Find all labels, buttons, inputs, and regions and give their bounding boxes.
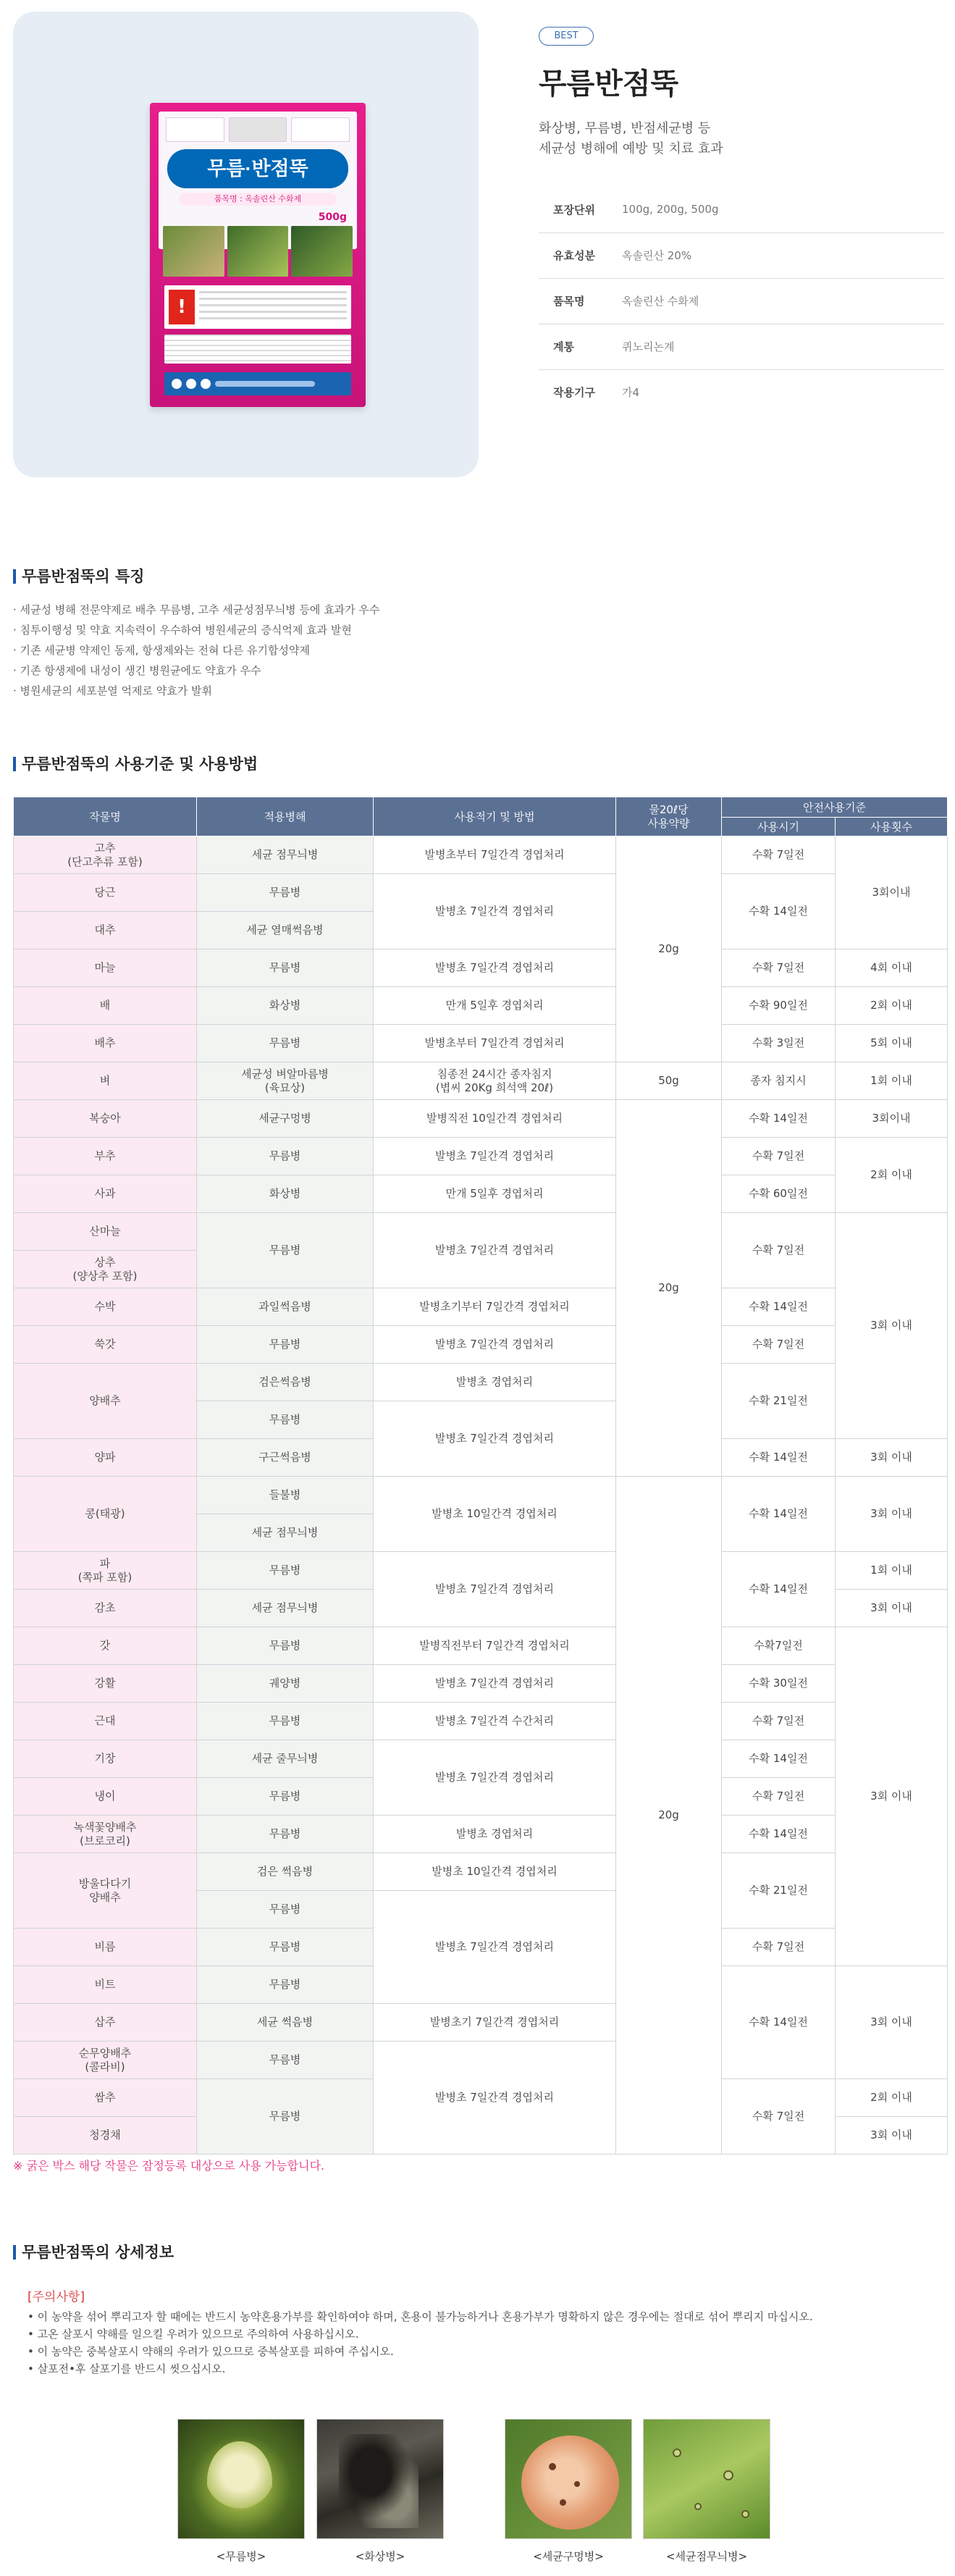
method-cell: 발병초 7일간격 경엽처리 [374, 1552, 616, 1627]
usage-row [14, 1326, 948, 1364]
header-timing: 사용시기 [722, 818, 836, 836]
disease-cell: 무름병 [197, 949, 374, 987]
disease-cell: 세균 열매썩음병 [197, 912, 374, 949]
timing-cell: 수확 14일전 [722, 1552, 836, 1627]
usage-row [14, 1853, 948, 1891]
spec-value: 옥솔린산 수화제 [622, 295, 699, 308]
disease-cell: 무름병 [197, 1891, 374, 1929]
crop-cell: 강활 [14, 1665, 197, 1703]
disease-cell: 세균성 벼알마름병 (육묘상) [197, 1062, 374, 1100]
best-badge: BEST [539, 27, 594, 46]
count-cell: 2회 이내 [836, 987, 948, 1025]
spec-key: 작용기구 [553, 386, 595, 400]
spec-value: 옥솔린산 20% [622, 249, 692, 262]
fire-blight-photo-icon [316, 2419, 444, 2539]
count-cell: 2회 이내 [836, 1138, 948, 1213]
product-title: 무름반점뚝 [539, 67, 679, 101]
usage-heading: 무름반점뚝의 사용기준 및 사용방법 [13, 755, 258, 773]
warning-icon: ! [169, 290, 195, 324]
gallery-caption: <세균점무늬병> [665, 2550, 748, 2563]
crop-cell: 방울다다기 양배추 [14, 1853, 197, 1929]
method-cell: 발병초 7일간격 경엽처리 [374, 1326, 616, 1364]
amount-cell: 50g [616, 1062, 722, 1100]
disease-cell: 무름병 [197, 1552, 374, 1590]
usage-table [13, 797, 948, 2155]
disease-cell: 들불병 [197, 1477, 374, 1514]
amount-cell: 20g [616, 1100, 722, 1477]
method-cell: 만개 5일후 경엽처리 [374, 987, 616, 1025]
crop-cell: 복숭아 [14, 1100, 197, 1138]
crop-cell: 산마늘 [14, 1213, 197, 1251]
count-cell: 3회 이내 [836, 1590, 948, 1627]
timing-cell: 수확 7일전 [722, 1778, 836, 1816]
count-cell: 3회 이내 [836, 1439, 948, 1477]
spec-row [539, 232, 944, 278]
crop-cell: 근대 [14, 1703, 197, 1740]
caution-item: • 고온 살포시 약해를 일으킬 우려가 있으므로 주의하여 사용하십시오. [28, 2328, 359, 2341]
disease-cell: 세균 점무늬병 [197, 1514, 374, 1552]
disease-cell: 세균 줄무늬병 [197, 1740, 374, 1778]
header-amount: 물20ℓ당 사용약량 [616, 797, 722, 836]
timing-cell: 수확 7일전 [722, 1213, 836, 1288]
disease-cell: 무름병 [197, 1326, 374, 1364]
usage-row [14, 1477, 948, 1514]
timing-cell: 수확 7일전 [722, 1703, 836, 1740]
usage-row [14, 874, 948, 912]
timing-cell: 수확 90일전 [722, 987, 836, 1025]
disease-cell: 세균 점무늬병 [197, 836, 374, 874]
gallery-item [177, 2419, 305, 2564]
feature-item: · 기존 항생제에 내성이 생긴 병원균에도 약효가 우수 [13, 664, 261, 677]
method-cell: 발병초부터 7일간격 경엽처리 [374, 836, 616, 874]
timing-cell: 수확 7일전 [722, 1138, 836, 1175]
gallery-item [643, 2419, 770, 2564]
usage-row [14, 1627, 948, 1665]
usage-row [14, 1288, 948, 1326]
usage-row [14, 1175, 948, 1213]
bacterial-spot-photo-icon [643, 2419, 770, 2539]
crop-cell: 쑥갓 [14, 1326, 197, 1364]
timing-cell: 수확 14일전 [722, 1816, 836, 1853]
header-crop: 작물명 [14, 797, 197, 836]
disease-cell: 무름병 [197, 1703, 374, 1740]
spec-row [539, 369, 944, 415]
timing-cell: 수확 7일전 [722, 2079, 836, 2155]
crop-cell: 갓 [14, 1627, 197, 1665]
disease-cell: 과일썩음병 [197, 1288, 374, 1326]
package-footer [164, 372, 351, 395]
timing-cell: 수확 14일전 [722, 874, 836, 949]
method-cell: 발병초 7일간격 경엽처리 [374, 1665, 616, 1703]
usage-row [14, 1703, 948, 1740]
package-info-band [166, 117, 350, 142]
header-disease: 적용병해 [197, 797, 374, 836]
timing-cell: 수확 14일전 [722, 1100, 836, 1138]
method-cell: 발병초 7일간격 경엽처리 [374, 1740, 616, 1816]
method-cell: 발병초 7일간격 경엽처리 [374, 1401, 616, 1477]
count-cell: 3회 이내 [836, 2117, 948, 2155]
usage-footnote: ※ 굵은 박스 해당 작물은 잠정등록 대상으로 사용 가능합니다. [13, 2159, 325, 2173]
method-cell: 발병초부터 7일간격 경엽처리 [374, 1025, 616, 1062]
package-logo: 무름·반점뚝 [167, 149, 348, 188]
gallery-item [505, 2419, 632, 2564]
disease-cell: 무름병 [197, 1627, 374, 1665]
crop-cell: 파 (쪽파 포함) [14, 1552, 197, 1590]
disease-cell: 무름병 [197, 1929, 374, 1966]
feature-item: · 기존 세균병 약제인 동제, 항생제와는 전혀 다른 유기합성약제 [13, 644, 310, 657]
disease-cell: 검은 썩음병 [197, 1853, 374, 1891]
spec-row [539, 324, 944, 369]
disease-cell: 검은썩음병 [197, 1364, 374, 1401]
features-heading: 무름반점뚝의 특징 [13, 568, 145, 585]
method-cell: 발병직전 10일간격 경엽처리 [374, 1100, 616, 1138]
usage-row [14, 1665, 948, 1703]
crop-cell: 대추 [14, 912, 197, 949]
timing-cell: 수확 7일전 [722, 1326, 836, 1364]
crop-cell: 콩(태광) [14, 1477, 197, 1552]
crop-cell: 배추 [14, 1025, 197, 1062]
method-cell: 발병초 경엽처리 [374, 1364, 616, 1401]
method-cell: 발병초기 7일간격 경엽처리 [374, 2004, 616, 2042]
amount-cell: 20g [616, 836, 722, 1062]
usage-row [14, 1364, 948, 1401]
detail-heading: 무름반점뚝의 상세정보 [13, 2244, 174, 2261]
timing-cell: 수확7일전 [722, 1627, 836, 1665]
feature-item: · 침투이행성 및 약효 지속력이 우수하여 병원세균의 증식억제 효과 발현 [13, 624, 352, 637]
crop-cell: 쌈추 [14, 2079, 197, 2117]
crop-cell: 비트 [14, 1966, 197, 2004]
count-cell: 2회 이내 [836, 2079, 948, 2117]
method-cell: 발병초기부터 7일간격 경엽처리 [374, 1288, 616, 1326]
method-cell: 발병초 7일간격 경엽처리 [374, 2042, 616, 2155]
crop-cell: 냉이 [14, 1778, 197, 1816]
disease-cell: 무름병 [197, 1816, 374, 1853]
crop-cell: 고추 (단고추류 포함) [14, 836, 197, 874]
product-description [539, 119, 723, 159]
disease-cell: 구근썩음병 [197, 1439, 374, 1477]
crop-cell: 벼 [14, 1062, 197, 1100]
spec-value: 가4 [622, 386, 640, 400]
spec-row [539, 278, 944, 324]
count-cell: 3회 이내 [836, 1627, 948, 1966]
features-list [13, 600, 379, 701]
usage-row [14, 1552, 948, 1590]
disease-cell: 무름병 [197, 1138, 374, 1175]
disease-cell: 무름병 [197, 2079, 374, 2155]
caution-item: • 이 농약을 섞어 뿌리고자 할 때에는 반드시 농약혼용가부를 확인하여야 하며, 혼용이 불가능하거나 혼용가부가 명확하지 않은 경우에는 절대로 섞어 뿌리지 마십시오. [28, 2310, 813, 2323]
crop-cell: 삽주 [14, 2004, 197, 2042]
count-cell: 3회 이내 [836, 1966, 948, 2079]
count-cell: 4회 이내 [836, 949, 948, 987]
usage-row [14, 1025, 948, 1062]
spec-row [539, 187, 944, 232]
timing-cell: 수확 3일전 [722, 1025, 836, 1062]
count-cell: 5회 이내 [836, 1025, 948, 1062]
method-cell: 발병초 7일간격 경엽처리 [374, 1891, 616, 2004]
usage-row [14, 949, 948, 987]
crop-cell: 상추 (양상추 포함) [14, 1251, 197, 1288]
disease-cell: 화상병 [197, 1175, 374, 1213]
crop-cell: 청경채 [14, 2117, 197, 2155]
disease-cell: 무름병 [197, 1213, 374, 1288]
gallery-item [316, 2419, 444, 2564]
usage-row [14, 987, 948, 1025]
disease-cell: 무름병 [197, 874, 374, 912]
usage-row [14, 1062, 948, 1100]
timing-cell: 수확 14일전 [722, 1477, 836, 1552]
crop-cell: 부추 [14, 1138, 197, 1175]
caution-title: [주의사항] [28, 2290, 85, 2304]
amount-cell: 20g [616, 1477, 722, 2155]
timing-cell: 수확 30일전 [722, 1665, 836, 1703]
gallery-caption: <무름병> [216, 2550, 266, 2563]
crop-cell: 당근 [14, 874, 197, 912]
usage-row [14, 1816, 948, 1853]
count-cell: 3회 이내 [836, 1477, 948, 1552]
timing-cell: 수확 7일전 [722, 949, 836, 987]
disease-cell: 세균구멍병 [197, 1100, 374, 1138]
timing-cell: 수확 14일전 [722, 1439, 836, 1477]
product-image-card [13, 12, 479, 477]
timing-cell: 수확 14일전 [722, 1740, 836, 1778]
crop-cell: 마늘 [14, 949, 197, 987]
disease-cell: 궤양병 [197, 1665, 374, 1703]
disease-cell: 무름병 [197, 1401, 374, 1439]
crop-cell: 배 [14, 987, 197, 1025]
package-net-weight: 500g [318, 211, 347, 223]
crop-cell: 감초 [14, 1590, 197, 1627]
usage-row [14, 836, 948, 874]
disease-cell: 무름병 [197, 2042, 374, 2079]
bacterial-shot-hole-photo-icon [505, 2419, 632, 2539]
caution-list [28, 2308, 813, 2378]
gallery-caption: <화상병> [355, 2550, 405, 2563]
method-cell: 발병초 경엽처리 [374, 1816, 616, 1853]
usage-row [14, 1138, 948, 1175]
disease-cell: 세균 점무늬병 [197, 1590, 374, 1627]
feature-item: · 병원세균의 세포분열 억제로 약효가 발휘 [13, 684, 212, 697]
crop-cell: 수박 [14, 1288, 197, 1326]
timing-cell: 수확 7일전 [722, 836, 836, 874]
method-cell: 발병초 7일간격 경엽처리 [374, 1213, 616, 1288]
package-warning-box [164, 285, 351, 329]
disease-cell: 화상병 [197, 987, 374, 1025]
package-subtitle: 품목명 : 옥솔린산 수화제 [179, 193, 337, 206]
crop-cell: 양배추 [14, 1364, 197, 1439]
package-photos [163, 226, 353, 277]
method-cell: 침종전 24시간 종자침지 (볍씨 20Kg 희석액 20ℓ) [374, 1062, 616, 1100]
method-cell: 발병직전부터 7일간격 경엽처리 [374, 1627, 616, 1665]
disease-cell: 무름병 [197, 1966, 374, 2004]
spec-key: 계통 [553, 340, 574, 353]
spec-value: 100g, 200g, 500g [622, 203, 719, 217]
spec-value: 퀴노리논계 [622, 340, 675, 353]
usage-row [14, 1213, 948, 1251]
timing-cell: 수확 60일전 [722, 1175, 836, 1213]
product-desc-line: 세균성 병해에 예방 및 치료 효과 [539, 141, 723, 156]
spec-key: 품목명 [553, 295, 585, 308]
timing-cell: 종자 침지시 [722, 1062, 836, 1100]
header-count: 사용횟수 [836, 818, 948, 836]
usage-row [14, 1100, 948, 1138]
count-cell: 1회 이내 [836, 1062, 948, 1100]
disease-cell: 무름병 [197, 1778, 374, 1816]
feature-item: · 세균성 병해 전문약제로 배추 무름병, 고추 세균성점무늬병 등에 효과가 우수 [13, 603, 380, 616]
usage-row [14, 1740, 948, 1778]
gallery-caption: <세균구멍병> [533, 2550, 604, 2563]
crop-cell: 순무양배추 (콜라비) [14, 2042, 197, 2079]
count-cell: 3회이내 [836, 836, 948, 949]
disease-cell: 무름병 [197, 1025, 374, 1062]
method-cell: 발병초 7일간격 경엽처리 [374, 874, 616, 949]
method-cell: 만개 5일후 경엽처리 [374, 1175, 616, 1213]
timing-cell: 수확 14일전 [722, 1288, 836, 1326]
crop-cell: 양파 [14, 1439, 197, 1477]
method-cell: 발병초 7일간격 수간처리 [374, 1703, 616, 1740]
count-cell: 3회 이내 [836, 1213, 948, 1439]
method-cell: 발병초 10일간격 경엽처리 [374, 1477, 616, 1552]
crop-cell: 비름 [14, 1929, 197, 1966]
count-cell: 3회이내 [836, 1100, 948, 1138]
crop-cell: 녹색꽃양배추 (브로코리) [14, 1816, 197, 1853]
caution-item: • 이 농약은 중복살포시 약해의 우려가 있으므로 중복살포를 피하여 주십시오. [28, 2345, 394, 2358]
timing-cell: 수확 21일전 [722, 1364, 836, 1439]
package-fine-print [164, 335, 351, 364]
header-method: 사용적기 및 방법 [374, 797, 616, 836]
spec-key: 유효성분 [553, 249, 595, 262]
header-safety: 안전사용기준 [722, 797, 948, 818]
crop-cell: 기장 [14, 1740, 197, 1778]
timing-cell: 수확 21일전 [722, 1853, 836, 1929]
spec-key: 포장단위 [553, 203, 595, 217]
timing-cell: 수확 14일전 [722, 1966, 836, 2079]
disease-cell: 세균 썩음병 [197, 2004, 374, 2042]
product-desc-line: 화상병, 무름병, 반점세균병 등 [539, 121, 711, 136]
method-cell: 발병초 10일간격 경엽처리 [374, 1853, 616, 1891]
count-cell: 1회 이내 [836, 1552, 948, 1590]
method-cell: 발병초 7일간격 경엽처리 [374, 1138, 616, 1175]
timing-cell: 수확 7일전 [722, 1929, 836, 1966]
crop-cell: 사과 [14, 1175, 197, 1213]
product-package-image [150, 103, 366, 407]
soft-rot-photo-icon [177, 2419, 305, 2539]
caution-item: • 살포전•후 살포기를 반드시 씻으십시오. [28, 2362, 226, 2375]
spec-table [539, 187, 944, 415]
method-cell: 발병초 7일간격 경엽처리 [374, 949, 616, 987]
